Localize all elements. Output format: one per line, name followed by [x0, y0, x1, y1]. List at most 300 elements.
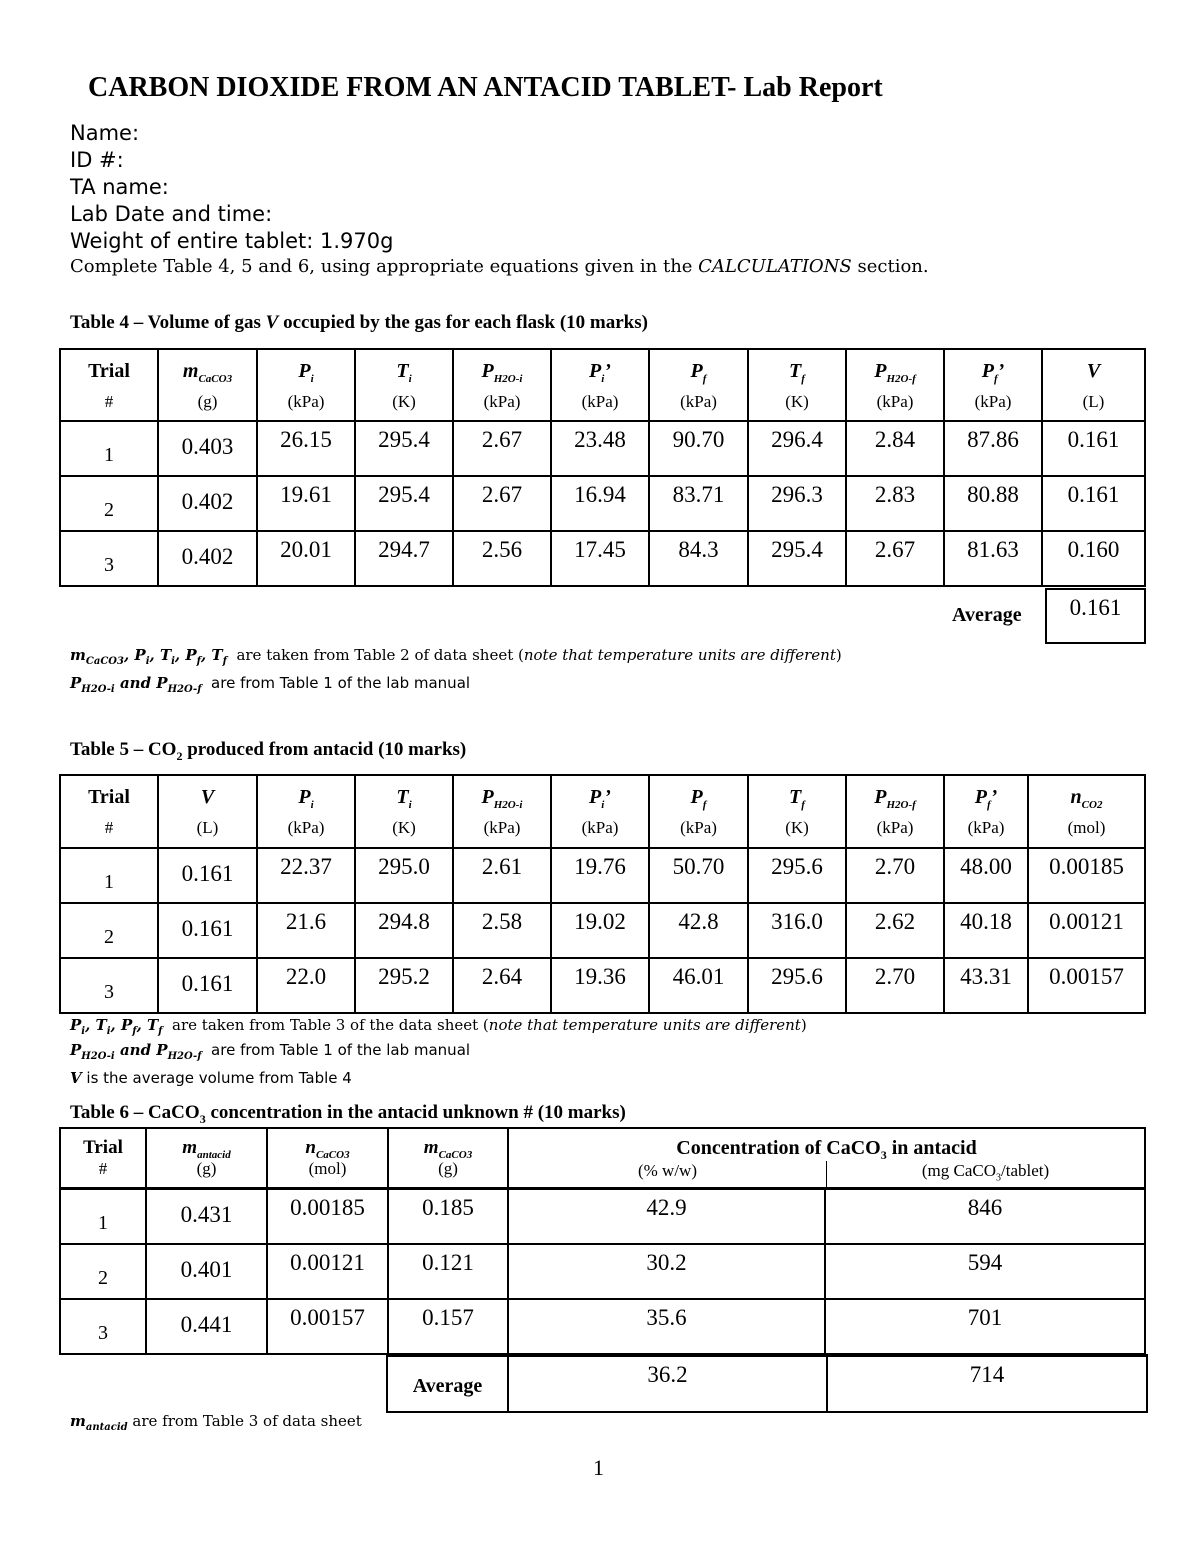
table4-cell-value: 0.402	[181, 544, 234, 569]
table5-cell-value: 43.31	[960, 964, 1012, 989]
table4-header-symbol: $T_f$	[789, 360, 805, 385]
table4-header-symbol: $P_f$’	[981, 360, 1005, 385]
table5-cell-value: 295.0	[378, 854, 430, 879]
table4-cell-value: 2.56	[481, 537, 523, 562]
table4-header-6	[649, 349, 748, 421]
table4-cell-value: 294.7	[378, 537, 430, 562]
concentration-title: Concentration of CaCO$_3$ in antacid	[676, 1137, 977, 1162]
table6-cell-value: 0.00121	[290, 1249, 365, 1275]
table5-cell	[944, 903, 1028, 958]
table6-cell-value: 0.185	[422, 1195, 474, 1220]
table4-cell-value: 90.70	[672, 427, 725, 452]
table6-cell-value: 0.441	[180, 1311, 233, 1337]
table5-header-unit: (kPa)	[876, 818, 914, 837]
concentration-unit-pct: (% w/w)	[509, 1161, 827, 1187]
table5-cell-value: 19.02	[574, 909, 626, 934]
table5-header-symbol: $T_i$	[396, 786, 412, 811]
table5-caption	[70, 739, 466, 764]
table4-header-5	[551, 349, 649, 421]
table4-cell	[649, 421, 748, 476]
table5-header-unit: (kPa)	[287, 818, 325, 837]
table5-header-symbol: $P_{H2O-f}$	[874, 786, 916, 811]
table4-note1-text: are taken from Table 2 of data sheet (	[236, 646, 524, 664]
table4-header-2	[257, 349, 355, 421]
table4-cell	[355, 476, 453, 531]
table6-header-unit: #	[98, 1159, 108, 1178]
table4-cell	[1042, 531, 1145, 586]
table4-header-unit: (L)	[1082, 392, 1105, 411]
table6-header-symbol: $n_{CaCO3}$	[305, 1137, 350, 1161]
table4-cell-value: 16.94	[574, 482, 626, 507]
table6-cell-value: 846	[967, 1195, 1003, 1220]
table5-cell	[944, 848, 1028, 903]
table5-cell-value: 295.6	[771, 964, 823, 989]
table5-cell	[748, 903, 846, 958]
page-number: 1	[593, 1455, 604, 1480]
table5-row	[60, 848, 1145, 903]
table4-cell-value: 2.67	[481, 482, 523, 507]
table4-header-symbol: Trial	[88, 360, 130, 382]
table5-cell-value: 22.37	[280, 854, 332, 879]
table5-note1-text: are taken from Table 3 of the data sheet (	[172, 1016, 489, 1034]
table6-cell-value: 3	[98, 1321, 108, 1344]
table5-header-row	[60, 775, 1145, 848]
table4-caption-var: V	[265, 312, 279, 333]
table5-cell	[158, 848, 257, 903]
table5-header-5	[551, 775, 649, 848]
table5-header-symbol: $P_f$	[690, 786, 707, 811]
table4-header-symbol: $P_i$	[298, 360, 314, 385]
table4-header-4	[453, 349, 551, 421]
table5-cell-value: 40.18	[960, 909, 1012, 934]
table5-cell-value: 0.161	[181, 971, 234, 996]
table6-caption-end: concentration in the antacid unknown # (10 marks)	[205, 1102, 626, 1123]
table6-cell-value: 0.00157	[290, 1304, 365, 1330]
concentration-unit-mg: (mg CaCO$_3$/tablet)	[921, 1161, 1050, 1184]
table5-cell-value: 295.2	[378, 964, 430, 989]
table6-header-3	[388, 1128, 508, 1189]
table6-average-pct-cell	[509, 1357, 828, 1411]
table5-cell	[355, 903, 453, 958]
table5-note2-text: are from Table 1 of the lab manual	[211, 1041, 471, 1059]
table4-cell	[158, 476, 257, 531]
table6-cell-value: 0.121	[422, 1249, 474, 1275]
table6-cell	[388, 1299, 508, 1354]
table5-cell-value: 295.6	[771, 854, 823, 879]
table5-cell	[257, 958, 355, 1013]
table4-cell-value: 0.403	[181, 434, 234, 459]
table6-caption	[70, 1102, 626, 1127]
table5-caption-text: Table 5 – CO	[70, 739, 177, 760]
table6-cell-value: 42.9	[646, 1195, 687, 1220]
table4-cell	[257, 476, 355, 531]
table4-cell-value: 295.4	[771, 537, 823, 562]
table5-cell	[257, 903, 355, 958]
table4-header-symbol: $P_f$	[690, 360, 707, 385]
table4-row	[60, 531, 1145, 586]
table4-cell-value: 19.61	[280, 482, 332, 507]
table4-header-unit: (g)	[197, 392, 218, 411]
table4-cell-value: 84.3	[678, 537, 719, 562]
table6-cell	[267, 1244, 388, 1299]
table4-cell	[649, 531, 748, 586]
table4-cell	[158, 531, 257, 586]
table5-cell-value: 0.00121	[1049, 909, 1124, 934]
table5-cell-value: 19.76	[574, 854, 626, 879]
table4-cell	[60, 531, 158, 586]
table4-cell	[944, 476, 1042, 531]
table4-cell	[1042, 476, 1145, 531]
table4-cell-value: 81.63	[967, 537, 1019, 562]
table6-note-text: are from Table 3 of data sheet	[132, 1412, 362, 1430]
table4-header-0	[60, 349, 158, 421]
table5-cell-value: 50.70	[672, 854, 725, 879]
table4-note2-text: are from Table 1 of the lab manual	[211, 674, 471, 692]
table4-cell	[257, 531, 355, 586]
table4-cell-value: 0.161	[1067, 427, 1120, 452]
table5-cell	[257, 848, 355, 903]
table4-cell	[355, 421, 453, 476]
table5-cell-value: 19.36	[574, 964, 626, 989]
table4-row	[60, 421, 1145, 476]
table6-average-pct: 36.2	[647, 1362, 688, 1387]
table4-header-9	[944, 349, 1042, 421]
table5-header-symbol: Trial	[88, 786, 130, 808]
table5-cell-value: 46.01	[672, 964, 725, 989]
table5-caption-sub: 2	[176, 748, 183, 763]
table4-cell-value: 2.83	[874, 482, 916, 507]
table4-cell	[158, 421, 257, 476]
table5-cell	[60, 958, 158, 1013]
table6-cell	[508, 1189, 825, 1244]
table4-header-unit: (kPa)	[680, 392, 717, 411]
table5-cell-value: 2.61	[481, 854, 523, 879]
table6-cell-value: 594	[967, 1249, 1003, 1275]
table6-header-symbol: $m_{antacid}$	[182, 1137, 231, 1161]
table6-cell	[825, 1189, 1145, 1244]
table6-cell	[146, 1189, 267, 1244]
table5-cell	[453, 903, 551, 958]
table6-cell	[60, 1189, 146, 1244]
table6-average-label-cell	[388, 1357, 509, 1411]
table4-cell	[60, 421, 158, 476]
table5-header-8	[846, 775, 944, 848]
table4-caption-end: occupied by the gas for each flask (10 marks)	[278, 312, 648, 333]
ta-field: TA name:	[70, 175, 169, 199]
table5-header-9	[944, 775, 1028, 848]
table5-cell	[649, 903, 748, 958]
table5-header-unit: (kPa)	[680, 818, 717, 837]
table6-cell	[508, 1299, 825, 1354]
table4-cell	[551, 531, 649, 586]
table6-header-symbol: Trial	[83, 1137, 123, 1158]
table6-average-mg: 714	[969, 1362, 1005, 1387]
table4-header-unit: (kPa)	[974, 392, 1012, 411]
table5-row	[60, 958, 1145, 1013]
table5-cell	[649, 958, 748, 1013]
table5-header-3	[355, 775, 453, 848]
table4-cell-value: 0.161	[1067, 482, 1120, 507]
table5-cell	[453, 848, 551, 903]
table4-header-unit: (kPa)	[483, 392, 521, 411]
table6-cell-value: 2	[98, 1266, 108, 1289]
table5-cell	[158, 958, 257, 1013]
table5-cell-value: 42.8	[678, 909, 719, 934]
table6-concentration-header	[508, 1128, 1145, 1189]
table4-cell-value: 2.67	[874, 537, 916, 562]
table4-cell	[748, 531, 846, 586]
table5-cell	[551, 848, 649, 903]
table5-header-6	[649, 775, 748, 848]
table4-header-unit: (kPa)	[876, 392, 914, 411]
table5-header-4	[453, 775, 551, 848]
table5-header-0	[60, 775, 158, 848]
table4-header-symbol: $P_{H2O-i}$	[481, 360, 523, 385]
table6-header-row	[60, 1128, 1145, 1189]
table4-cell-value: 0.160	[1067, 537, 1120, 562]
table4-cell-value: 20.01	[280, 537, 332, 562]
table4-cell-value: 83.71	[672, 482, 725, 507]
table5-cell-value: 1	[104, 871, 114, 893]
table6-row	[60, 1189, 1145, 1244]
table5-cell-value: 0.161	[181, 916, 234, 941]
table6-header-unit: (mol)	[308, 1159, 347, 1178]
table4-caption	[70, 312, 648, 334]
table5-header-symbol: $P_i$	[298, 786, 314, 811]
table5-note1-end: )	[800, 1016, 807, 1034]
table5-cell-value: 0.00157	[1049, 964, 1124, 989]
table6-cell	[267, 1189, 388, 1244]
table6-note: $m_{antacid}$ are from Table 3 of data sheet	[70, 1412, 362, 1433]
instructions-emphasis: CALCULATIONS	[698, 256, 852, 277]
table4-cell	[551, 476, 649, 531]
table4-note1-end: )	[835, 646, 842, 664]
table4-cell-value: 296.3	[771, 482, 823, 507]
table4-header-symbol: $P_i$’	[589, 360, 611, 385]
table5-cell	[355, 848, 453, 903]
table4-cell	[257, 421, 355, 476]
table5-cell-value: 3	[104, 981, 114, 1003]
table5-cell-value: 2.62	[874, 909, 916, 934]
table5-note3-text: is the average volume from Table 4	[86, 1069, 352, 1087]
table6-cell	[60, 1299, 146, 1354]
table6-cell-value: 701	[967, 1304, 1003, 1330]
table4-average-label: Average	[952, 604, 1022, 626]
table4-cell	[944, 531, 1042, 586]
table4-header-symbol: V	[1086, 360, 1101, 382]
table5-header-unit: (mol)	[1067, 818, 1106, 837]
instructions	[70, 256, 929, 277]
table6-cell	[388, 1244, 508, 1299]
table4-note1: $m_{CaCO3}$, $P_i$, $T_i$, $P_f$, $T_f$ are taken from Table 2 of data sheet (note that temperature units are different)	[70, 646, 842, 667]
instructions-text: Complete Table 4, 5 and 6, using appropriate equations given in the	[70, 256, 699, 277]
table6-cell-value: 0.401	[180, 1256, 233, 1282]
table4-header-7	[748, 349, 846, 421]
table5-cell	[60, 848, 158, 903]
table4-cell	[748, 476, 846, 531]
table4-header-unit: (kPa)	[287, 392, 325, 411]
table4-cell-value: 2.84	[874, 427, 916, 452]
table4-cell-value: 87.86	[967, 427, 1019, 452]
table5-cell-value: 316.0	[771, 909, 823, 934]
date-field: Lab Date and time:	[70, 202, 273, 226]
table6-header-unit: (g)	[196, 1159, 217, 1178]
table4-cell-value: 2	[104, 499, 114, 521]
table6-average-label: Average	[412, 1375, 483, 1397]
table6-header-symbol: $m_{CaCO3}$	[423, 1137, 473, 1161]
table4-cell	[355, 531, 453, 586]
table4-average-text: 0.161	[1069, 595, 1122, 620]
table4-header-unit: #	[104, 392, 114, 411]
table6-header-1	[146, 1128, 267, 1189]
table4-cell-value: 26.15	[280, 427, 332, 452]
table6-cell-value: 30.2	[646, 1249, 687, 1275]
table6-header-2	[267, 1128, 388, 1189]
table5-header-unit: (kPa)	[967, 818, 1005, 837]
table5-cell-value: 2.70	[874, 854, 916, 879]
table5-header-2	[257, 775, 355, 848]
table6-cell	[146, 1299, 267, 1354]
table5-header-symbol: $P_i$’	[589, 786, 611, 811]
table4	[59, 348, 1146, 587]
table5-cell-value: 0.161	[181, 861, 234, 886]
table4-cell	[649, 476, 748, 531]
page-title: CARBON DIOXIDE FROM AN ANTACID TABLET- Lab Report	[88, 72, 883, 103]
table6	[59, 1127, 1146, 1355]
table5-cell-value: 21.6	[285, 909, 327, 934]
table4-cell-value: 1	[104, 444, 114, 466]
table4-cell-value: 17.45	[574, 537, 626, 562]
table6-header-unit: (g)	[438, 1159, 458, 1178]
name-field: Name:	[70, 121, 140, 145]
table4-note2: $P_{H2O-i}$ and $P_{H2O-f}$ are from Table 1 of the lab manual	[70, 674, 471, 695]
table5-header-symbol: $n_{CO2}$	[1070, 786, 1103, 811]
table6-caption-text: Table 6 – CaCO	[70, 1102, 200, 1123]
table6-cell	[825, 1299, 1145, 1354]
table5-header-symbol: $P_{H2O-i}$	[481, 786, 523, 811]
table4-cell-value: 296.4	[771, 427, 823, 452]
table4-cell-value: 295.4	[378, 427, 430, 452]
table6-cell-value: 0.431	[180, 1202, 233, 1227]
table5-header-unit: (kPa)	[581, 818, 619, 837]
table6-cell	[267, 1299, 388, 1354]
table5-cell	[453, 958, 551, 1013]
table4-cell	[846, 421, 944, 476]
table6-row	[60, 1244, 1145, 1299]
table5-cell	[1028, 848, 1145, 903]
table6-cell-value: 35.6	[646, 1304, 687, 1330]
table4-row	[60, 476, 1145, 531]
table5-cell	[1028, 958, 1145, 1013]
table5-cell-value: 2.70	[874, 964, 916, 989]
table4-cell-value: 295.4	[378, 482, 430, 507]
table5-cell	[158, 903, 257, 958]
table4-cell	[748, 421, 846, 476]
table4-header-symbol: $P_{H2O-f}$	[874, 360, 916, 385]
table4-cell	[846, 476, 944, 531]
table4-header-10	[1042, 349, 1145, 421]
table6-cell-value: 0.00185	[290, 1195, 365, 1220]
table5-header-1	[158, 775, 257, 848]
table5-cell	[748, 958, 846, 1013]
table5-note2: $P_{H2O-i}$ and $P_{H2O-f}$ are from Table 1 of the lab manual	[70, 1041, 471, 1062]
table4-average-value	[1045, 588, 1146, 644]
table5-note1: $P_i$, $T_i$, $P_f$, $T_f$ are taken from Table 3 of the data sheet (note that temperature units are different)	[70, 1016, 807, 1037]
table5-note3: V is the average volume from Table 4	[70, 1069, 352, 1087]
table4-cell	[453, 421, 551, 476]
table5-cell-value: 2.58	[481, 909, 523, 934]
table5-cell	[551, 903, 649, 958]
table5-cell	[748, 848, 846, 903]
table4-header-8	[846, 349, 944, 421]
table4-cell	[551, 421, 649, 476]
table5-cell	[1028, 903, 1145, 958]
table5-header-symbol: V	[200, 786, 215, 808]
table4-note1-em: note that temperature units are different	[523, 646, 836, 664]
table5-header-unit: (K)	[785, 818, 809, 837]
table5-header-unit: (kPa)	[483, 818, 521, 837]
table5-header-unit: #	[104, 818, 114, 837]
table6-row	[60, 1299, 1145, 1354]
table4-header-unit: (kPa)	[581, 392, 619, 411]
table4-cell-value: 23.48	[574, 427, 626, 452]
table5-cell	[846, 848, 944, 903]
table5-cell-value: 48.00	[960, 854, 1012, 879]
table5-note1-em: note that temperature units are different	[488, 1016, 801, 1034]
table6-cell	[388, 1189, 508, 1244]
id-field: ID #:	[70, 148, 124, 172]
table5-cell-value: 0.00185	[1049, 854, 1124, 879]
table5-cell	[355, 958, 453, 1013]
table4-header-unit: (K)	[392, 392, 416, 411]
table6-cell	[146, 1244, 267, 1299]
table4-header-3	[355, 349, 453, 421]
table6-cell	[60, 1244, 146, 1299]
table4-cell	[944, 421, 1042, 476]
table5-row	[60, 903, 1145, 958]
table6-cell-value: 0.157	[422, 1304, 474, 1330]
table4-cell	[453, 476, 551, 531]
table6-cell-value: 1	[98, 1212, 108, 1234]
table4-cell-value: 2.67	[481, 427, 523, 452]
table4-cell	[846, 531, 944, 586]
table5-cell	[649, 848, 748, 903]
table6-header-0	[60, 1128, 146, 1189]
table6-cell	[825, 1244, 1145, 1299]
table5-cell-value: 294.8	[378, 909, 430, 934]
table5-cell	[846, 958, 944, 1013]
table4-cell	[1042, 421, 1145, 476]
table5-header-unit: (L)	[196, 818, 219, 837]
table4-header-symbol: $m_{CaCO3}$	[182, 360, 233, 385]
table4-cell	[60, 476, 158, 531]
table4-header-row	[60, 349, 1145, 421]
table5-header-symbol: $P_f$’	[974, 786, 998, 811]
table5-header-unit: (K)	[392, 818, 416, 837]
table5-caption-end: produced from antacid (10 marks)	[182, 739, 467, 760]
table4-header-symbol: $T_i$	[396, 360, 412, 385]
table5-cell	[60, 903, 158, 958]
instructions-end: section.	[851, 256, 929, 277]
table6-caption-sub: 3	[199, 1111, 206, 1126]
table5-cell-value: 2	[104, 926, 114, 948]
weight-field: Weight of entire tablet: 1.970g	[70, 229, 394, 253]
table5-header-symbol: $T_f$	[789, 786, 805, 811]
table5-cell-value: 22.0	[285, 964, 327, 989]
table5-header-10	[1028, 775, 1145, 848]
table6-cell	[508, 1244, 825, 1299]
table4-header-unit: (K)	[785, 392, 809, 411]
